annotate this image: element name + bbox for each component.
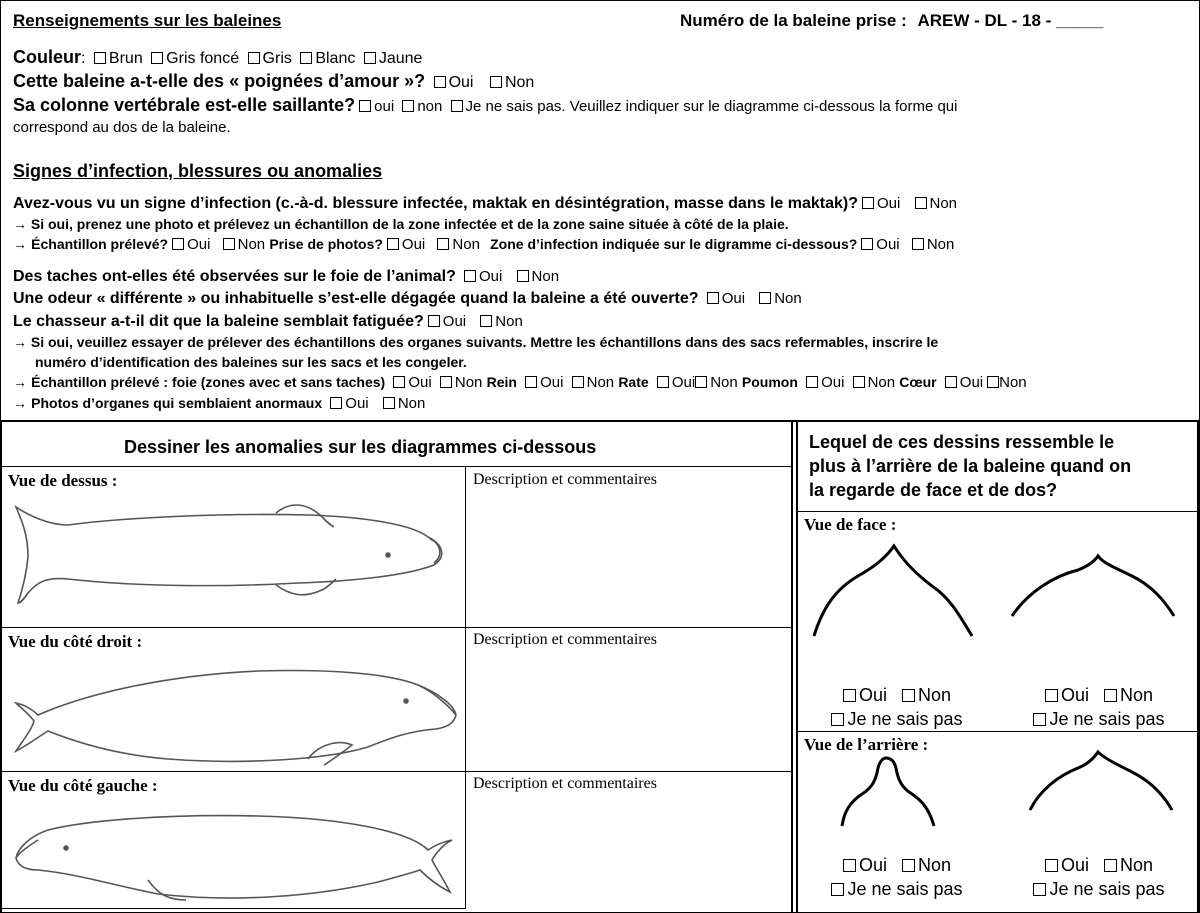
tired-question: Le chasseur a-t-il dit que la baleine semblait fatiguée? [13, 313, 424, 330]
checkbox-front-peaked-no[interactable] [902, 689, 915, 702]
zone-label: Zone d’infection indiquée sur le digramme ci-dessous? [490, 236, 858, 252]
view-left-label: Vue du côté gauche : [8, 776, 158, 795]
front-rounded-unknown-label: Je ne sais pas [1049, 709, 1165, 729]
checkbox-liver-sample-yes[interactable] [393, 376, 405, 388]
color-option-gray: Gris [262, 50, 292, 67]
checkbox-odor-no[interactable] [759, 292, 771, 304]
grid-line [0, 771, 792, 772]
grid-divider [465, 466, 466, 909]
checkbox-back-narrow-unknown[interactable] [831, 883, 844, 896]
view-right-desc[interactable]: Description et commentaires [473, 631, 657, 648]
checkbox-tired-no[interactable] [480, 315, 492, 327]
shape-panel-title-line1: Lequel de ces dessins ressemble le [809, 432, 1115, 452]
left-panel-border [0, 421, 2, 913]
checkbox-kidney-no[interactable] [572, 376, 584, 388]
back-shape-wide [1026, 748, 1176, 814]
spine-question: Sa colonne vertébrale est-elle saillante? [13, 95, 356, 115]
color-option-dark-gray: Gris foncé [166, 50, 240, 67]
arrow-icon: → [13, 374, 27, 390]
checkbox-lung-yes[interactable] [806, 376, 818, 388]
checkbox-liver-no[interactable] [517, 270, 529, 282]
infection-instruction [13, 216, 789, 232]
liver-question: Des taches ont-elles été observées sur le foie de l’animal? [13, 268, 456, 285]
spine-instruction-line2: correspond au dos de la baleine. [13, 119, 231, 136]
kidney-no-label: Non [586, 374, 615, 391]
back-narrow-options [810, 853, 980, 901]
checkbox-zone-yes[interactable] [861, 238, 873, 250]
checkbox-spine-unknown[interactable] [451, 100, 463, 112]
checkbox-front-peaked-yes[interactable] [843, 689, 856, 702]
checkbox-photo-yes[interactable] [387, 238, 399, 250]
spine-row [13, 95, 957, 116]
checkbox-white[interactable] [300, 52, 312, 64]
organ-photos-yes-label: Oui [345, 395, 369, 412]
checkbox-sample-no[interactable] [223, 238, 235, 250]
grid-line [0, 627, 792, 628]
zone-yes-label: Oui [876, 236, 900, 253]
checkbox-front-rounded-unknown[interactable] [1033, 713, 1046, 726]
checkbox-spleen-yes[interactable] [657, 376, 669, 388]
checkbox-organ-photos-yes[interactable] [330, 397, 342, 409]
back-view-label: Vue de l’arrière : [804, 735, 929, 754]
checkbox-heart-yes[interactable] [945, 376, 957, 388]
checkbox-spine-no[interactable] [402, 100, 414, 112]
grid-line [0, 466, 792, 467]
tired-instruction-line1: Si oui, veuillez essayer de prélever des échantillons des organes suivants. Mettre les échantillons dans des sacs refermables, inscrire le [30, 334, 939, 350]
organ-photos-row [13, 395, 425, 412]
tired-yes-label: Oui [442, 313, 467, 330]
front-shape-rounded [1008, 548, 1178, 620]
zone-no-label: Non [926, 236, 955, 253]
checkbox-gray[interactable] [248, 52, 260, 64]
back-narrow-yes-label: Oui [858, 855, 887, 875]
checkbox-back-wide-unknown[interactable] [1033, 883, 1046, 896]
checkbox-love-handles-no[interactable] [490, 76, 502, 88]
checkbox-back-narrow-no[interactable] [902, 859, 915, 872]
liver-sample-no-label: Non [454, 374, 483, 391]
checkbox-kidney-yes[interactable] [525, 376, 537, 388]
shape-panel-title-line2: plus à l’arrière de la baleine quand on [809, 456, 1132, 476]
lung-no-label: Non [867, 374, 896, 391]
photo-label: Prise de photos? [269, 236, 383, 252]
front-rounded-options [1012, 683, 1182, 731]
lung-yes-label: Oui [821, 374, 845, 391]
infection-no-label: Non [929, 195, 958, 212]
infection-row [13, 195, 957, 213]
organ-photos-label: Photos d’organes qui semblaient anormaux [31, 395, 323, 411]
front-peaked-unknown-label: Je ne sais pas [847, 709, 963, 729]
love-handles-row [13, 71, 534, 92]
color-row [13, 47, 422, 68]
infection-yes-label: Oui [876, 195, 901, 212]
right-panel-border-right [1197, 421, 1199, 913]
grid-line [797, 511, 1198, 512]
front-rounded-no-label: Non [1120, 685, 1154, 705]
tired-instruction-line2: numéro d’identification des baleines sur les sacs et les congeler. [35, 354, 467, 370]
checkbox-infection-no[interactable] [915, 197, 927, 209]
checkbox-back-narrow-yes[interactable] [843, 859, 856, 872]
checkbox-love-handles-yes[interactable] [434, 76, 446, 88]
view-right-label: Vue du côté droit : [8, 632, 143, 651]
love-handles-yes-label: Oui [448, 74, 474, 91]
checkbox-liver-yes[interactable] [464, 270, 476, 282]
tired-instruction-1 [13, 334, 938, 350]
front-rounded-yes-label: Oui [1060, 685, 1089, 705]
arrow-icon: → [13, 395, 27, 411]
right-panel-border-left [796, 421, 798, 913]
whale-left-side-drawing[interactable] [8, 800, 463, 905]
checkbox-brown[interactable] [94, 52, 106, 64]
whale-top-view-drawing[interactable] [8, 495, 458, 615]
shape-panel-title [809, 430, 1131, 502]
checkbox-front-rounded-yes[interactable] [1045, 689, 1058, 702]
sample-label: Échantillon prélevé? [31, 236, 169, 252]
checkbox-heart-no[interactable] [987, 376, 999, 388]
spine-no-label: non [417, 98, 443, 115]
checkbox-back-wide-no[interactable] [1104, 859, 1117, 872]
section-title-whale-info: Renseignements sur les baleines [13, 11, 282, 30]
heart-label: Cœur [899, 374, 937, 390]
arrow-icon: → [13, 236, 27, 252]
checkbox-back-wide-yes[interactable] [1045, 859, 1058, 872]
tired-no-label: Non [495, 313, 523, 330]
odor-yes-label: Oui [721, 290, 746, 307]
heart-no-label: Non [999, 374, 1027, 391]
checkbox-zone-no[interactable] [912, 238, 924, 250]
color-option-white: Blanc [315, 50, 356, 67]
odor-no-label: Non [774, 290, 802, 307]
back-wide-options [1012, 853, 1182, 901]
separator-line [0, 420, 1200, 422]
color-label: Couleur [13, 47, 82, 67]
infection-sample-row [13, 236, 954, 253]
organ-photos-no-label: Non [397, 395, 426, 412]
tired-row [13, 313, 523, 331]
checkbox-photo-no[interactable] [437, 238, 449, 250]
color-option-brown: Brun [108, 50, 143, 67]
spine-yes-label: oui [374, 98, 395, 115]
front-peaked-no-label: Non [918, 685, 952, 705]
back-shape-narrow [838, 756, 938, 828]
checkbox-organ-photos-no[interactable] [383, 397, 395, 409]
photo-yes-label: Oui [401, 236, 426, 253]
whale-number-label: Numéro de la baleine prise : [680, 11, 907, 30]
section-title-infection: Signes d’infection, blessures ou anomalies [13, 161, 383, 181]
checkbox-yellow[interactable] [364, 52, 376, 64]
heart-yes-label: Oui [959, 374, 984, 391]
shape-panel-title-line3: la regarde de face et de dos? [809, 480, 1058, 500]
liver-no-label: Non [531, 268, 560, 285]
lung-label: Poumon [741, 374, 798, 390]
grid-line [0, 908, 466, 909]
checkbox-sample-yes[interactable] [172, 238, 184, 250]
kidney-label: Rein [486, 374, 517, 390]
organs-row [13, 374, 1027, 391]
sample-no-label: Non [237, 236, 266, 253]
liver-yes-label: Oui [479, 268, 503, 285]
grid-line [797, 731, 1198, 732]
arrow-icon: → [13, 216, 27, 232]
front-peaked-options [810, 683, 980, 731]
kidney-yes-label: Oui [540, 374, 564, 391]
infection-instruction-text: Si oui, prenez une photo et prélevez un échantillon de la zone infectée et de la zone saine située à côté de la plaie. [30, 216, 789, 232]
spleen-yes-label: Oui [671, 374, 696, 391]
liver-sample-yes-label: Oui [408, 374, 432, 391]
view-top-desc[interactable]: Description et commentaires [473, 471, 657, 488]
anomalies-title: Dessiner les anomalies sur les diagrammes ci-dessous [124, 437, 597, 457]
photo-no-label: Non [452, 236, 480, 253]
front-shape-peaked [808, 540, 978, 640]
love-handles-question: Cette baleine a-t-elle des « poignées d’amour »? [13, 71, 426, 91]
checkbox-dark-gray[interactable] [151, 52, 163, 64]
organs-label: Échantillon prélevé : foie (zones avec et sans taches) [31, 374, 386, 390]
checkbox-front-rounded-no[interactable] [1104, 689, 1117, 702]
infection-question: Avez-vous vu un signe d’infection (c.-à-d. blessure infectée, maktak en désintégration, masse dans le maktak)? [13, 195, 858, 212]
checkbox-lung-no[interactable] [853, 376, 865, 388]
spine-unknown-label: Je ne sais pas. [465, 98, 566, 115]
view-top-label: Vue de dessus : [8, 471, 118, 490]
view-left-desc[interactable]: Description et commentaires [473, 775, 657, 792]
whale-number-value[interactable]: AREW - DL - 18 - _____ [917, 11, 1104, 30]
checkbox-tired-yes[interactable] [428, 315, 440, 327]
love-handles-no-label: Non [504, 74, 535, 91]
checkbox-odor-yes[interactable] [707, 292, 719, 304]
sample-yes-label: Oui [187, 236, 211, 253]
checkbox-spine-yes[interactable] [359, 100, 371, 112]
front-view-label: Vue de face : [804, 515, 897, 534]
back-wide-no-label: Non [1120, 855, 1154, 875]
spine-instruction-line1: Veuillez indiquer sur le diagramme ci-dessous la forme qui [569, 98, 958, 115]
liver-row [13, 268, 559, 286]
back-wide-unknown-label: Je ne sais pas [1049, 879, 1165, 899]
whale-right-side-drawing[interactable] [8, 655, 463, 770]
odor-row [13, 290, 802, 308]
odor-question: Une odeur « différente » ou inhabituelle s’est-elle dégagée quand la baleine a été ouverte? [13, 290, 699, 307]
spleen-label: Rate [618, 374, 649, 390]
color-colon: : [81, 50, 86, 67]
whale-number [680, 11, 1103, 31]
back-narrow-unknown-label: Je ne sais pas [847, 879, 963, 899]
checkbox-infection-yes[interactable] [862, 197, 874, 209]
front-peaked-yes-label: Oui [858, 685, 887, 705]
back-wide-yes-label: Oui [1060, 855, 1089, 875]
checkbox-front-peaked-unknown[interactable] [831, 713, 844, 726]
spleen-no-label: Non [710, 374, 738, 391]
checkbox-liver-sample-no[interactable] [440, 376, 452, 388]
back-narrow-no-label: Non [918, 855, 952, 875]
arrow-icon: → [13, 334, 27, 350]
color-option-yellow: Jaune [378, 50, 423, 67]
left-panel-border-right [791, 421, 793, 913]
checkbox-spleen-no[interactable] [695, 376, 707, 388]
